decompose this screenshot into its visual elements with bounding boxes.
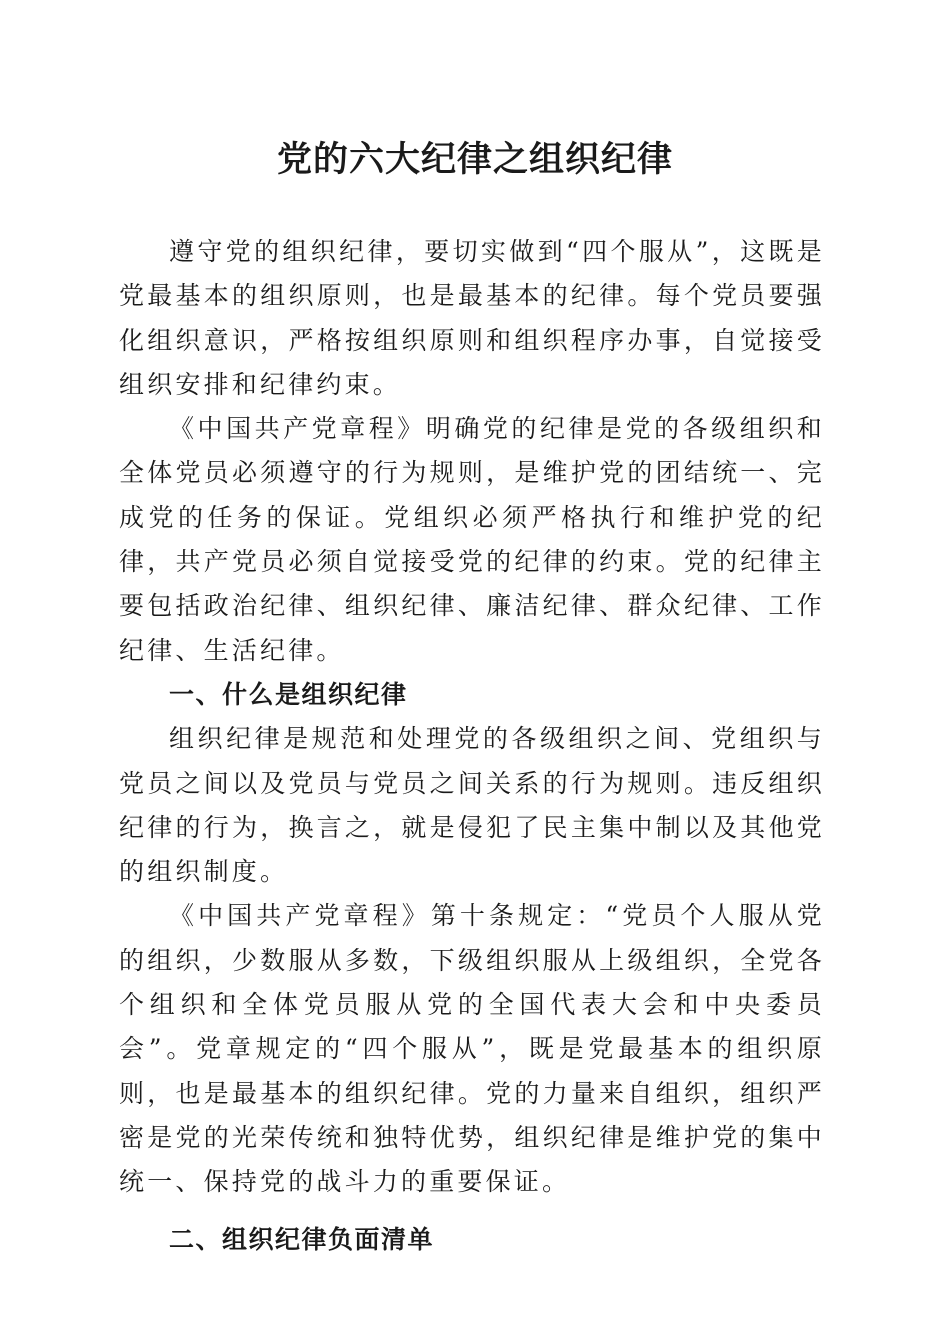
paragraph-intro: 遵守党的组织纪律，要切实做到“四个服从”，这既是党最基本的组织原则，也是最基本的纪律。每个党员要强化组织意识，严格按组织原则和组织程序办事，自觉接受组织安排和纪律约束。: [119, 237, 825, 399]
section-heading-1: 一、什么是组织纪律: [169, 679, 408, 709]
section1-paragraph-definition: 组织纪律是规范和处理党的各级组织之间、党组织与党员之间以及党员与党员之间关系的行为规则。违反组织纪律的行为，换言之，就是侵犯了民主集中制以及其他党的组织制度。: [119, 724, 825, 887]
section1-paragraph-article10: 《中国共产党章程》第十条规定：“党员个人服从党的组织，少数服从多数，下级组织服从上级组织，全党各个组织和全体党员服从党的全国代表大会和中央委员会”。党章规定的“四个服从”，既是党最基本的组织原则，也是最基本的组织纪律。党的力量来自组织，组织严密是党的光荣传统和独特优势，组织纪律是维护党的集中统一、保持党的战斗力的重要保证。: [119, 901, 825, 1197]
paragraph-constitution: 《中国共产党章程》明确党的纪律是党的各级组织和全体党员必须遵守的行为规则，是维护党的团结统一、完成党的任务的保证。党组织必须严格执行和维护党的纪律，共产党员必须自觉接受党的纪律的约束。党的纪律主要包括政治纪律、组织纪律、廉洁纪律、群众纪律、工作纪律、生活纪律。: [119, 414, 825, 665]
document-body: [119, 230, 825, 1262]
document-title: 党的六大纪律之组织纪律: [276, 139, 673, 180]
section-heading-2: 二、组织纪律负面清单: [169, 1224, 435, 1254]
